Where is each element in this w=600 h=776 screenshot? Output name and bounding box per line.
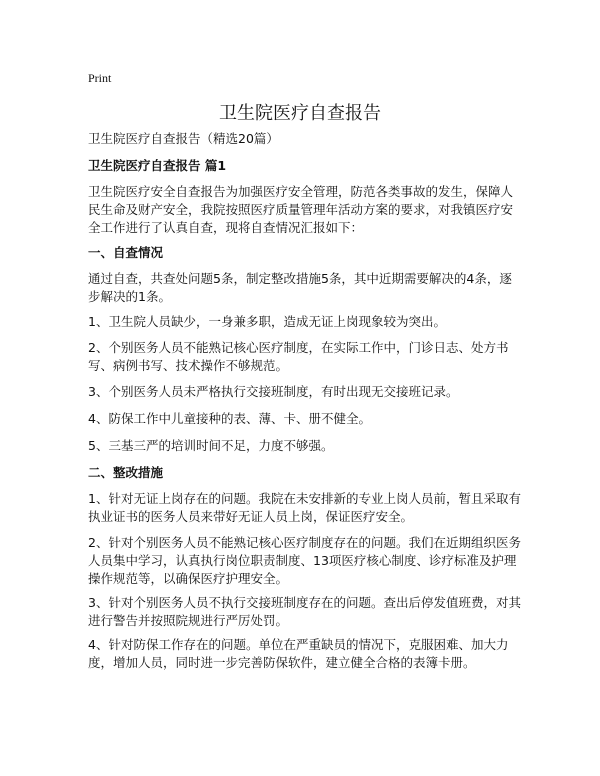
list-item: 3、个别医务人员未严格执行交接班制度，有时出现无交接班记录。 xyxy=(88,384,459,399)
print-link[interactable]: Print xyxy=(88,71,112,85)
list-item: 2、个别医务人员不能熟记核心医疗制度，在实际工作中，门诊日志、处方书写、病例书写、技术操作不够规范。 xyxy=(88,340,509,373)
list-item: 1、针对无证上岗存在的问题。我院在未安排新的专业上岗人员前，暂且采取有执业证书的医务人员来带好无证人员上岗，保证医疗安全。 xyxy=(88,491,521,524)
section1-summary: 通过自查，共查处问题5条，制定整改措施5条，其中近期需要解决的4条，逐步解决的1条。 xyxy=(88,271,512,304)
page-title: 卫生院医疗自查报告 xyxy=(219,103,381,124)
section1-heading: 一、自查情况 xyxy=(88,245,164,260)
section2-heading: 二、整改措施 xyxy=(88,465,164,480)
list-item: 5、三基三严的培训时间不足，力度不够强。 xyxy=(88,438,334,453)
list-item: 2、针对个别医务人员不能熟记核心医疗制度存在的问题。我们在近期组织医务人员集中学习，认真执行岗位职责制度、13项医疗核心制度、诊疗标准及护理操作规范等，以确保医疗护理安全。 xyxy=(88,535,521,586)
list-item: 3、针对个别医务人员不执行交接班制度存在的问题。查出后停发值班费，对其进行警告并按照院规进行严厉处罚。 xyxy=(88,595,521,628)
list-item: 1、卫生院人员缺少，一身兼多职，造成无证上岗现象较为突出。 xyxy=(88,314,446,329)
article-heading: 卫生院医疗自查报告 篇1 xyxy=(88,158,227,173)
list-item: 4、防保工作中儿童接种的表、薄、卡、册不健全。 xyxy=(88,411,371,426)
list-item: 4、针对防保工作存在的问题。单位在严重缺员的情况下，克服困难、加大力度，增加人员，同时进一步完善防保软件，建立健全合格的表簿卡册。 xyxy=(88,637,509,670)
subtitle: 卫生院医疗自查报告（精选20篇） xyxy=(88,131,279,146)
intro-paragraph: 卫生院医疗安全自查报告为加强医疗安全管理，防范各类事故的发生，保障人民生命及财产安全，我院按照医疗质量管理年活动方案的要求，对我镇医疗安全工作进行了认真自查，现将自查情况汇报如下： xyxy=(88,184,514,235)
